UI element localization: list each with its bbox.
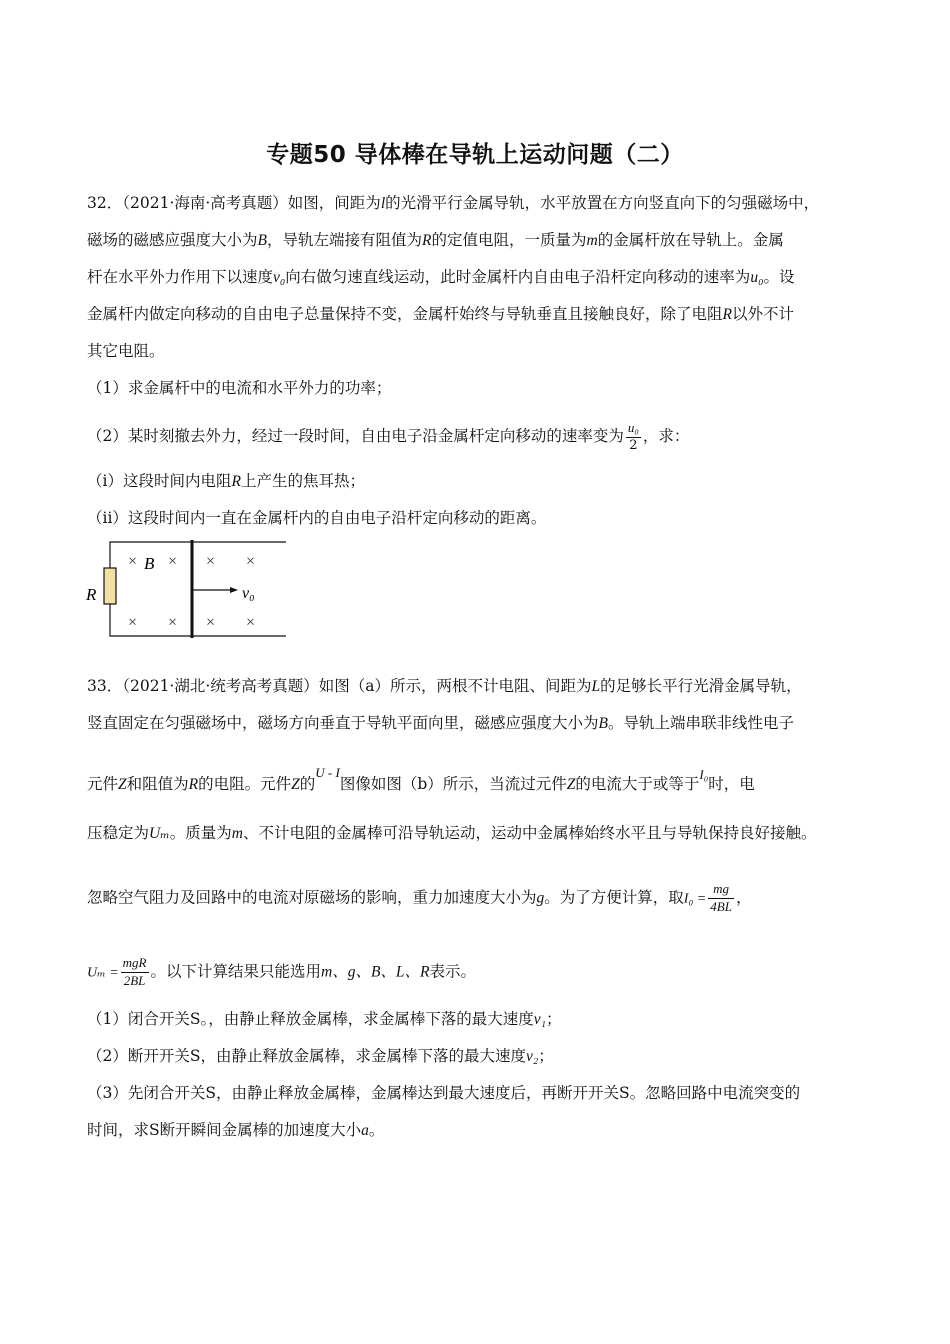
q32-line-3: 杆在水平外力作用下以速度v₀向右做匀速直线运动，此时金属杆内自由电子沿杆定向移动的速率为u₀。设 — [87, 268, 795, 286]
q33-line-2: 竖直固定在匀强磁场中，磁场方向垂直于导轨平面向里，磁感应强度大小为B。导轨上端串联非线性电子 — [87, 714, 794, 732]
q33-sub-3: （3）先闭合开关S，由静止释放金属棒，金属棒达到最大速度后，再断开开关S。忽略回路中电流突变的 — [87, 1084, 801, 1102]
q33-line-4: 压稳定为Uₘ。质量为m、不计电阻的金属棒可沿导轨运动，运动中金属棒始终水平且与导轨保持良好接触。 — [87, 824, 817, 842]
svg-text:×: × — [246, 614, 256, 631]
q32-line-1: 32．（2021·海南·高考真题）如图，间距为l的光滑平行金属导轨，水平放置在方向竖直向下的匀强磁场中， — [87, 194, 820, 212]
q33-sub-1: （1）闭合开关S。，由静止释放金属棒，求金属棒下落的最大速度v₁； — [87, 1010, 562, 1028]
q32-line-5: 其它电阻。 — [87, 342, 165, 360]
q33-line-3: 元件Z和阻值为R的电阻。元件Z的$^{U - I}$图像如图（b）所示，当流过元件Z的电流大于或等于$^{I_0}$时，电 — [87, 765, 755, 793]
q33-line-5: 忽略空气阻力及回路中的电流对原磁场的影响，重力加速度大小为g。为了方便计算，取I₀ = $\frac{mg}{4BL}$ ， — [87, 881, 752, 914]
q33-sub-2: （2）断开开关S，由静止释放金属棒，求金属棒下落的最大速度v₂； — [87, 1047, 554, 1065]
q32-sub-1: （1）求金属杆中的电流和水平外力的功率； — [87, 379, 392, 397]
rail-circuit-figure — [84, 536, 294, 642]
q33-sub-3-cont: 时间，求S断开瞬间金属棒的加速度大小a。 — [87, 1121, 385, 1139]
q32-sub-ii: （ii）这段时间内一直在金属杆内的自由电子沿杆定向移动的距离。 — [87, 509, 547, 527]
q33-line-1: 33．（2021·湖北·统考高考真题）如图（a）所示，两根不计电阻、间距为L的足够长平行光滑金属导轨， — [87, 677, 802, 695]
svg-text:×: × — [128, 553, 138, 570]
resistor-R — [104, 568, 116, 604]
svg-text:×: × — [128, 614, 138, 631]
page-title: 专题50 导体棒在导轨上运动问题（二） — [266, 142, 684, 168]
label-v0: v₀ — [242, 585, 255, 602]
q32-line-2: 磁场的磁感应强度大小为B，导轨左端接有阻值为R的定值电阻，一质量为m的金属杆放在导轨上。金属 — [87, 231, 784, 249]
fraction-Um: $\frac{\text{mgR}}{2BL}$ — [122, 955, 147, 988]
svg-text:×: × — [206, 553, 216, 570]
q32-line-4: 金属杆内做定向移动的自由电子总量保持不变，金属杆始终与导轨垂直且接触良好，除了电阻R以外不计 — [87, 305, 794, 323]
label-R: R — [86, 585, 97, 604]
svg-text:×: × — [246, 553, 256, 570]
label-B: B — [144, 554, 155, 573]
q32-sub-2: （2）某时刻撤去外力，经过一段时间，自由电子沿金属杆定向移动的速率变为 $\frac{\text{u₀}}{2}$ ，求： — [87, 420, 690, 453]
q33-line-6: Uₘ = $\frac{\text{mgR}}{2BL}$ 。以下计算结果只能选用m、g、B、L、R表示。 — [87, 955, 477, 988]
fraction-u0-over-2: $\frac{\text{u₀}}{2}$ — [627, 420, 639, 453]
svg-text:×: × — [168, 614, 178, 631]
q32-sub-i: （i）这段时间内电阻R上产生的焦耳热； — [87, 472, 365, 490]
fraction-I0: $\frac{mg}{4BL}$ — [710, 881, 732, 914]
svg-text:×: × — [206, 614, 216, 631]
svg-text:×: × — [168, 553, 178, 570]
